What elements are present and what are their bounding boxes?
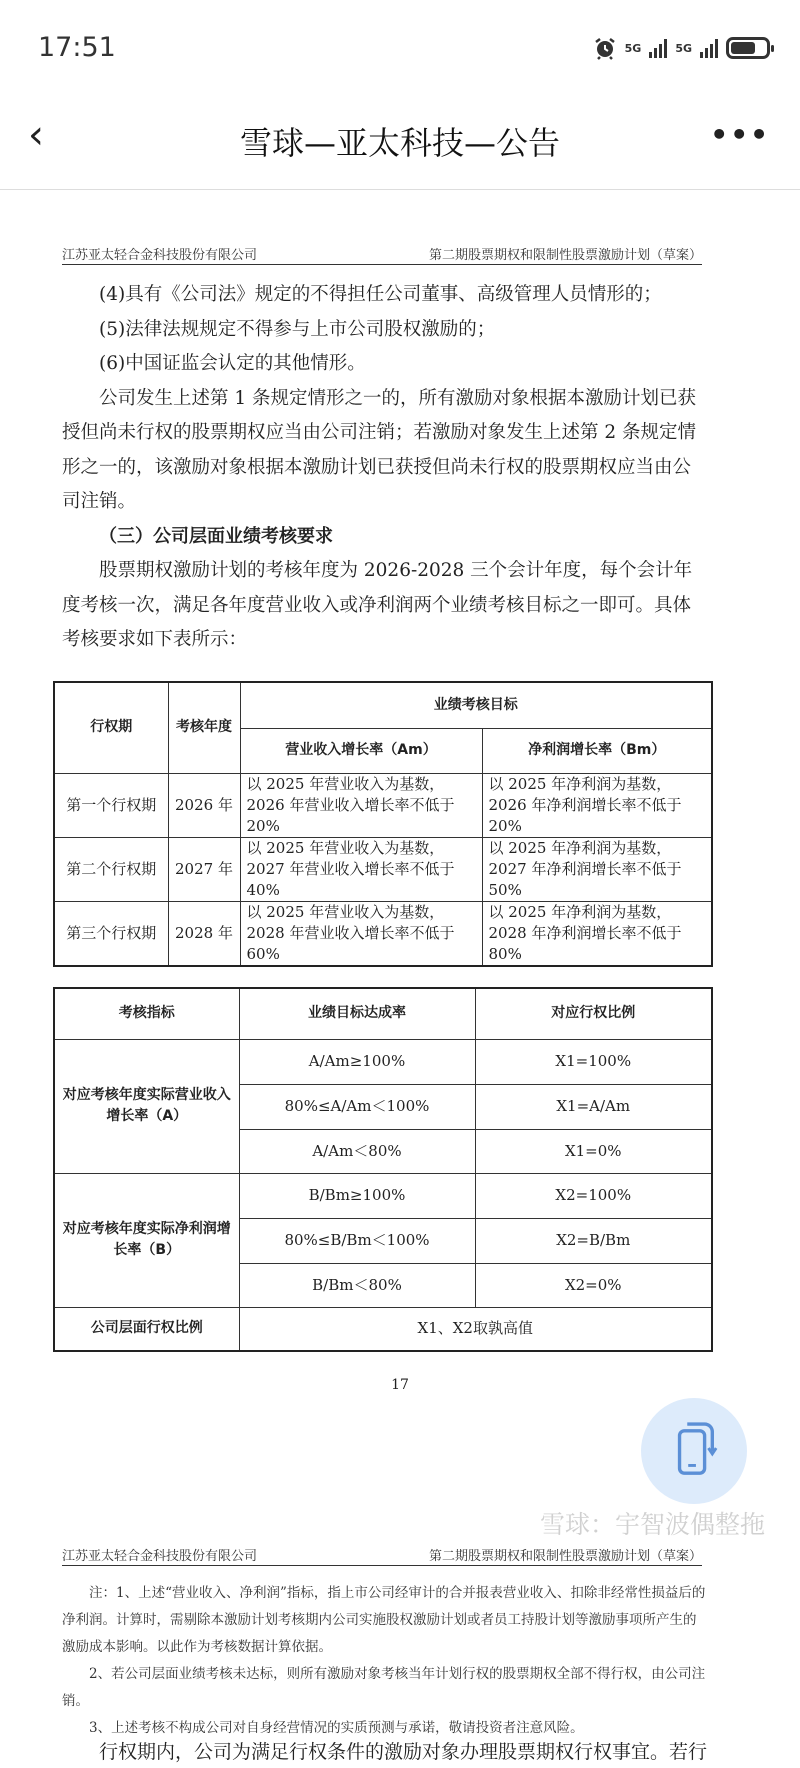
- paragraph: 公司发生上述第 1 条规定情形之一的，所有激励对象根据本激励计划已获授但尚未行权的股票期权应当由公司注销；若激励对象发生上述第 2 条规定情形之一的，该激励对象根据本激励计划已获授但尚未行权的股票期权应当由公司注销。: [62, 387, 697, 512]
- header-bm: 净利润增长率（Bm）: [482, 728, 712, 773]
- document-body: [62, 278, 707, 658]
- cell-ratio: X2=B/Bm: [475, 1218, 712, 1263]
- back-button[interactable]: ‹: [28, 112, 44, 158]
- doc-header-plan: 第二期股票期权和限制性股票激励计划（草案）: [428, 248, 702, 263]
- cell-ratio: X1=A/Am: [475, 1084, 712, 1129]
- doc-header: [62, 244, 702, 265]
- watermark: 雪球：宇智波偶整拖: [540, 1510, 766, 1539]
- cell-period: 第二个行权期: [54, 837, 168, 901]
- cell-rate: 80%≤A/Am＜100%: [239, 1084, 475, 1129]
- signal-icon-1: [649, 38, 667, 58]
- doc-header-company: 江苏亚太轻合金科技股份有限公司: [62, 248, 258, 263]
- rotate-phone-icon: [641, 1398, 747, 1504]
- table-row: [54, 773, 712, 837]
- signal-icon-2: [700, 38, 718, 58]
- cell-ratio: X2=0%: [475, 1263, 712, 1307]
- group-profit: 对应考核年度实际净利润增长率（B）: [54, 1173, 239, 1307]
- rotate-screen-button[interactable]: [641, 1398, 747, 1504]
- more-menu-button[interactable]: •••: [710, 118, 770, 151]
- cell-rate: A/Am＜80%: [239, 1129, 475, 1173]
- table-row: [54, 837, 712, 901]
- cell-year: 2026 年: [168, 773, 240, 837]
- header-target: 业绩考核目标: [240, 682, 712, 728]
- cell-ratio: X1=100%: [475, 1039, 712, 1084]
- cell-rate: B/Bm≥100%: [239, 1173, 475, 1218]
- section-heading: （三）公司层面业绩考核要求: [99, 525, 333, 547]
- group-revenue: 对应考核年度实际营业收入增长率（A）: [54, 1039, 239, 1173]
- alarm-icon: [593, 36, 617, 60]
- header-am: 营业收入增长率（Am）: [240, 728, 482, 773]
- cell-am: 以 2025 年营业收入为基数，2027 年营业收入增长率不低于 40%: [240, 837, 482, 901]
- note: 注：1、上述“营业收入、净利润”指标，指上市公司经审计的合并报表营业收入、扣除非经常性损益后的净利润。计算时，需剔除本激励计划考核期内公司实施股权激励计划或者员工持股计划等激励事项所产生的激励成本影响。以此作为考核数据计算依据。: [62, 1585, 706, 1655]
- network-5g-1: 5G: [624, 41, 642, 55]
- cell-period: 第三个行权期: [54, 901, 168, 966]
- doc-header-company: 江苏亚太轻合金科技股份有限公司: [62, 1549, 258, 1564]
- page-title: 雪球—亚太科技—公告: [239, 124, 560, 162]
- status-icons: [593, 36, 770, 60]
- paragraph: (6)中国证监会认定的其他情形。: [99, 353, 366, 374]
- note: 3、上述考核不构成公司对自身经营情况的实质预测与承诺，敬请投资者注意风险。: [89, 1720, 584, 1736]
- notes: [62, 1580, 707, 1742]
- doc-header-2: [62, 1545, 702, 1566]
- note: 2、若公司层面业绩考核未达标，则所有激励对象考核当年计划行权的股票期权全部不得行权，由公司注销。: [62, 1666, 706, 1709]
- cell-bm: 以 2025 年净利润为基数，2028 年净利润增长率不低于 80%: [482, 901, 712, 966]
- cell-bm: 以 2025 年净利润为基数，2026 年净利润增长率不低于 20%: [482, 773, 712, 837]
- cell-bm: 以 2025 年净利润为基数，2027 年净利润增长率不低于 50%: [482, 837, 712, 901]
- cell-rate: A/Am≥100%: [239, 1039, 475, 1084]
- performance-target-table: [53, 681, 713, 967]
- company-ratio-label: 公司层面行权比例: [54, 1307, 239, 1351]
- paragraph: 行权期内，公司为满足行权条件的激励对象办理股票期权行权事宜。若行: [99, 1741, 708, 1763]
- exercise-ratio-table: [53, 987, 713, 1352]
- company-ratio-value: X1、X2取孰高值: [239, 1307, 712, 1351]
- header-year: 考核年度: [168, 682, 240, 773]
- cell-ratio: X2=100%: [475, 1173, 712, 1218]
- status-time: 17:51: [38, 32, 116, 63]
- page-number: 17: [391, 1377, 409, 1393]
- cell-rate: 80%≤B/Bm＜100%: [239, 1218, 475, 1263]
- header-ratio: 对应行权比例: [475, 988, 712, 1039]
- cell-period: 第一个行权期: [54, 773, 168, 837]
- cell-ratio: X1=0%: [475, 1129, 712, 1173]
- cell-year: 2028 年: [168, 901, 240, 966]
- cell-rate: B/Bm＜80%: [239, 1263, 475, 1307]
- paragraph: (5)法律法规规定不得参与上市公司股权激励的；: [99, 318, 496, 340]
- cell-am: 以 2025 年营业收入为基数，2026 年营业收入增长率不低于 20%: [240, 773, 482, 837]
- cell-year: 2027 年: [168, 837, 240, 901]
- doc-header-plan: 第二期股票期权和限制性股票激励计划（草案）: [428, 1549, 702, 1564]
- cell-am: 以 2025 年营业收入为基数，2028 年营业收入增长率不低于 60%: [240, 901, 482, 966]
- table-row: [54, 901, 712, 966]
- paragraph: (4)具有《公司法》规定的不得担任公司董事、高级管理人员情形的；: [99, 284, 662, 305]
- paragraph: 股票期权激励计划的考核年度为 2026-2028 三个会计年度，每个会计年度考核一次，满足各年度营业收入或净利润两个业绩考核目标之一即可。具体考核要求如下表所示：: [62, 560, 693, 650]
- header-rate: 业绩目标达成率: [239, 988, 475, 1039]
- header-index: 考核指标: [54, 988, 239, 1039]
- battery-icon: [726, 37, 770, 59]
- header-period: 行权期: [54, 682, 168, 773]
- network-5g-2: 5G: [675, 41, 692, 55]
